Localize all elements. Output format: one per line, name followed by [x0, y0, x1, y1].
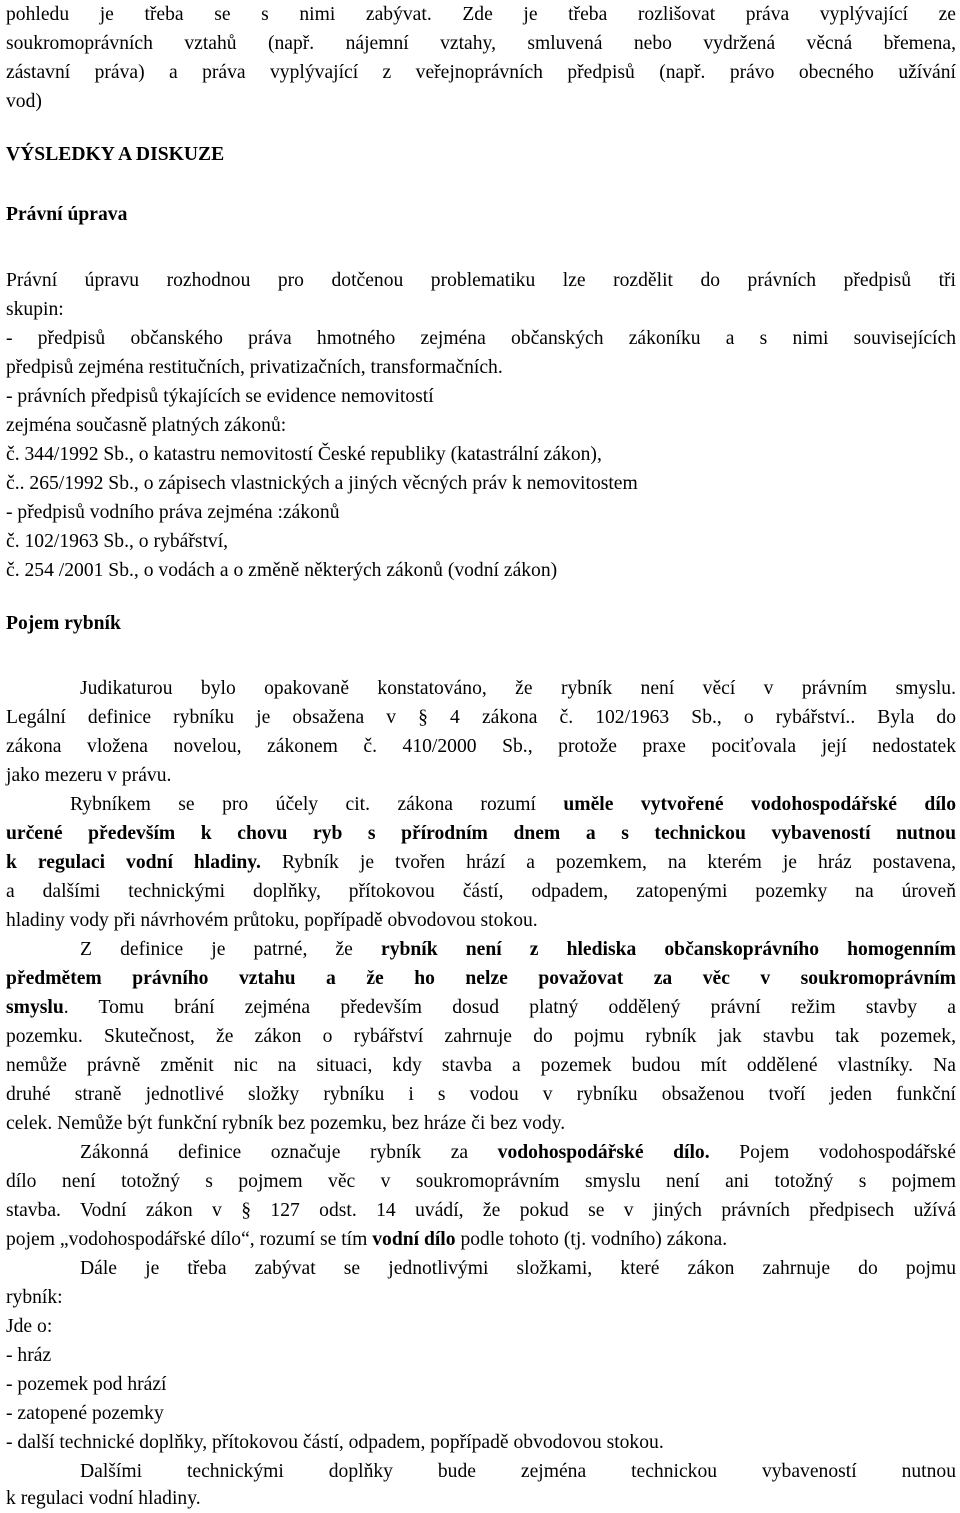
legal-line: předpisů zejména restitučních, privatizačních, transformačních. [6, 357, 503, 378]
text-run: podle tohoto (tj. vodního) zákona. [460, 1229, 728, 1250]
list-item: - pozemek pod hrází [6, 1374, 167, 1395]
law-reference: č. 102/1963 Sb., o rybářství, [6, 531, 229, 552]
list-item: - zatopené pozemky [6, 1403, 164, 1424]
section-title: VÝSLEDKY A DISKUZE [6, 144, 225, 165]
pond-line: Judikaturou bylo opakovaně konstatováno, že rybník není věcí v právním smyslu. [80, 678, 956, 699]
text-run: Rybník je tvořen hrází a pozemkem, na kterém je hráz postavena, [281, 852, 956, 873]
text-run: . Tomu brání zejména především dosud platný oddělený právní režim stavby a [63, 997, 956, 1018]
pond-line: Dalšími technickými doplňky bude zejména technickou vybaveností nutnou [80, 1461, 956, 1482]
pond-line [70, 790, 956, 819]
legal-line: - předpisů občanského práva hmotného zejména občanských zákoníku a s nimi souvisejících [6, 328, 956, 349]
subsection-title-legal: Právní úprava [6, 204, 128, 225]
pond-line: a dalšími technickými doplňky, přítokovou částí, odpadem, zatopenými pozemky na úroveň [6, 881, 956, 902]
law-reference: č. 254 /2001 Sb., o vodách a o změně některých zákonů (vodní zákon) [6, 560, 558, 581]
bold-run: smyslu [6, 997, 64, 1018]
subsection-title-pond: Pojem rybník [6, 613, 121, 634]
bold-run: uměle vytvořené vodohospodářské dílo [563, 794, 956, 815]
legal-line: zejména současně platných zákonů: [6, 415, 287, 436]
pond-line [80, 935, 956, 964]
pond-line: druhé straně jednotlivé složky rybníku i s vodou v rybníku obsaženou tvoří jeden funkční [6, 1084, 956, 1105]
list-intro: Jde o: [6, 1316, 53, 1337]
pond-line: určené především k chovu ryb s přírodním dnem a s technickou vybaveností nutnou [6, 823, 956, 844]
pond-line: dílo není totožný s pojmem věc v soukromoprávním smyslu není ani totožný s pojmem [6, 1171, 956, 1192]
intro-line: pohledu je třeba se s nimi zabývat. Zde je třeba rozlišovat práva vyplývající ze [6, 4, 956, 25]
text-run: Pojem vodohospodářské [739, 1142, 956, 1163]
bold-run: k regulaci vodní hladiny. [6, 852, 261, 873]
bold-run: rybník není z hlediska občanskoprávního homogenním [381, 939, 956, 960]
pond-line: zákona vložena novelou, zákonem č. 410/2000 Sb., protože praxe pociťovala její nedostatek [6, 736, 956, 757]
pond-line: k regulaci vodní hladiny. [6, 1488, 201, 1509]
pond-line: pozemku. Skutečnost, že zákon o rybářství zahrnuje do pojmu rybník jak stavbu tak pozemek, [6, 1026, 956, 1047]
legal-line: - předpisů vodního práva zejména :zákonů [6, 502, 340, 523]
text-run: Z definice je patrné, že [80, 939, 353, 960]
law-reference: č. 344/1992 Sb., o katastru nemovitostí České republiky (katastrální zákon), [6, 444, 602, 465]
pond-line: předmětem právního vztahu a že ho nelze považovat za věc v soukromoprávním [6, 968, 956, 989]
legal-line: Právní úpravu rozhodnou pro dotčenou problematiku lze rozdělit do právních předpisů tři [6, 270, 956, 291]
pond-line: jako mezeru v právu. [6, 765, 172, 786]
list-item: - další technické doplňky, přítokovou částí, odpadem, popřípadě obvodovou stokou. [6, 1432, 664, 1453]
pond-line: Dále je třeba zabývat se jednotlivými složkami, které zákon zahrnuje do pojmu [80, 1258, 956, 1279]
intro-line: vod) [6, 91, 42, 112]
text-run: pojem „vodohospodářské dílo“, rozumí se tím [6, 1229, 368, 1250]
pond-line: hladiny vody při návrhovém průtoku, popřípadě obvodovou stokou. [6, 910, 538, 931]
legal-line: skupin: [6, 299, 64, 320]
bold-run: vodní dílo [372, 1229, 456, 1250]
pond-line [6, 993, 956, 1022]
pond-line: Legální definice rybníku je obsažena v § 4 zákona č. 102/1963 Sb., o rybářství.. Byla do [6, 707, 956, 728]
pond-line [80, 1138, 956, 1167]
law-reference: č.. 265/1992 Sb., o zápisech vlastnických a jiných věcných práv k nemovitostem [6, 473, 638, 494]
intro-line: soukromoprávních vztahů (např. nájemní vztahy, smluvená nebo vydržená věcná břemena, [6, 33, 956, 54]
pond-line [6, 848, 956, 877]
list-item: - hráz [6, 1345, 52, 1366]
pond-line [6, 1225, 956, 1254]
text-run: Zákonná definice označuje rybník za [80, 1142, 469, 1163]
pond-line: celek. Nemůže být funkční rybník bez pozemku, bez hráze či bez vody. [6, 1113, 566, 1134]
text-run: Rybníkem se pro účely cit. zákona rozumí [70, 794, 536, 815]
pond-line: nemůže právně změnit nic na situaci, kdy stavba a pozemek budou mít oddělené vlastníky. Na [6, 1055, 956, 1076]
pond-line: rybník: [6, 1287, 63, 1308]
bold-run: vodohospodářské dílo. [497, 1142, 710, 1163]
legal-line: - právních předpisů týkajících se evidence nemovitostí [6, 386, 434, 407]
intro-line: zástavní práva) a práva vyplývající z veřejnoprávních předpisů (např. právo obecného užívání [6, 62, 956, 83]
pond-line: stavba. Vodní zákon v § 127 odst. 14 uvádí, že pokud se v jiných právních předpisech užívá [6, 1200, 956, 1221]
